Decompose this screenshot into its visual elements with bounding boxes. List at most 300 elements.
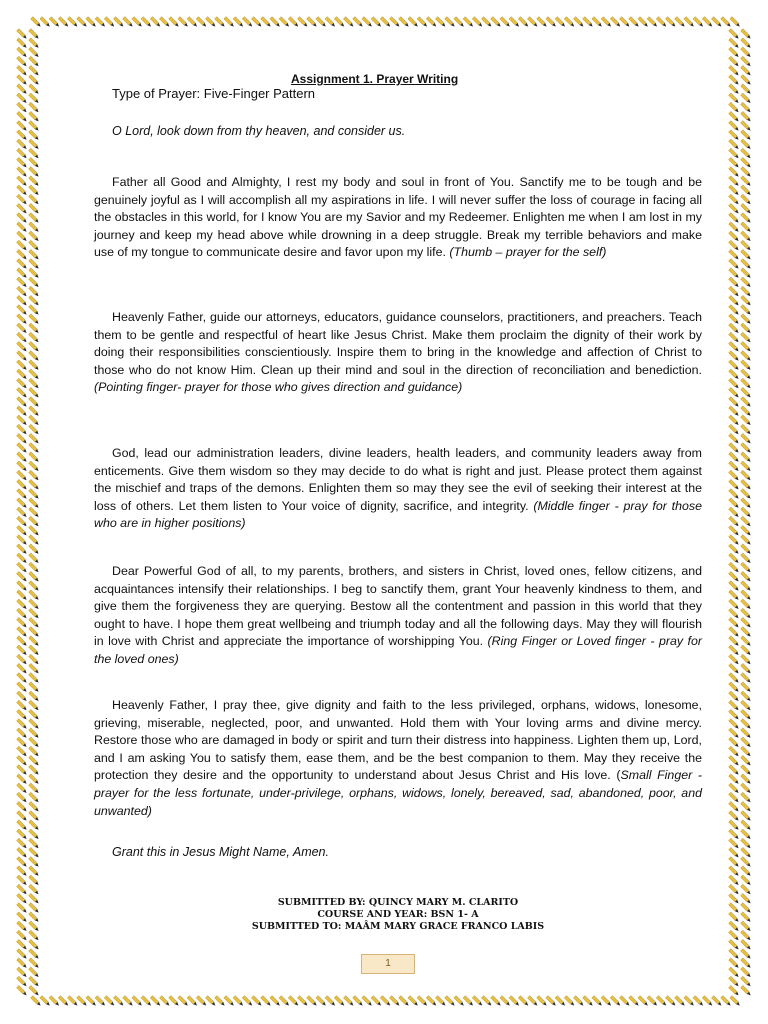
pencil-icon — [741, 645, 752, 656]
pencil-icon — [592, 17, 603, 28]
pencil-icon — [729, 930, 740, 941]
pencil-icon — [29, 406, 40, 417]
pencil-icon — [741, 719, 752, 730]
pencil-icon — [610, 17, 621, 28]
pencil-icon — [729, 774, 740, 785]
pencil-icon — [729, 903, 740, 914]
pencil-icon — [17, 369, 28, 380]
pencil-icon — [17, 930, 28, 941]
pencil-icon — [741, 765, 752, 776]
pencil-icon — [17, 645, 28, 656]
pencil-icon — [17, 231, 28, 242]
pencil-icon — [729, 617, 740, 628]
pencil-icon — [29, 415, 40, 426]
pencil-icon — [741, 627, 752, 638]
pencil-icon — [29, 719, 40, 730]
pencil-icon — [29, 571, 40, 582]
pencil-icon — [729, 893, 740, 904]
pencil-icon — [702, 17, 713, 28]
pencil-icon — [555, 996, 566, 1007]
pencil-icon — [729, 912, 740, 923]
pencil-icon — [29, 507, 40, 518]
pencil-icon — [729, 507, 740, 518]
pencil-icon — [17, 93, 28, 104]
pencil-icon — [29, 38, 40, 49]
pencil-icon — [29, 801, 40, 812]
pencil-icon — [17, 84, 28, 95]
pencil-icon — [17, 111, 28, 122]
paragraph-small — [94, 697, 702, 820]
pencil-icon — [601, 996, 612, 1007]
pencil-icon — [729, 737, 740, 748]
pencil-icon — [77, 17, 88, 28]
pencil-icon — [17, 213, 28, 224]
pencil-icon — [17, 351, 28, 362]
pencil-icon — [729, 654, 740, 665]
pencil-icon — [17, 617, 28, 628]
pencil-icon — [729, 277, 740, 288]
pencil-icon — [29, 277, 40, 288]
pencil-icon — [17, 406, 28, 417]
pencil-icon — [17, 967, 28, 978]
pencil-icon — [29, 608, 40, 619]
pencil-icon — [17, 737, 28, 748]
pencil-icon — [729, 939, 740, 950]
pencil-icon — [334, 17, 345, 28]
pencil-icon — [729, 84, 740, 95]
pencil-icon — [741, 84, 752, 95]
pencil-icon — [741, 746, 752, 757]
pencil-icon — [741, 222, 752, 233]
pencil-icon — [307, 996, 318, 1007]
pencil-icon — [741, 903, 752, 914]
pencil-icon — [729, 645, 740, 656]
pencil-icon — [29, 323, 40, 334]
pencil-icon — [741, 709, 752, 720]
pencil-icon — [17, 259, 28, 270]
pencil-icon — [150, 996, 161, 1007]
pencil-icon — [702, 996, 713, 1007]
pencil-icon — [741, 194, 752, 205]
pencil-icon — [17, 535, 28, 546]
pencil-icon — [29, 305, 40, 316]
pencil-icon — [141, 17, 152, 28]
pencil-icon — [619, 996, 630, 1007]
pencil-icon — [77, 996, 88, 1007]
pencil-icon — [729, 213, 740, 224]
pencil-icon — [610, 996, 621, 1007]
pencil-icon — [741, 314, 752, 325]
pencil-icon — [729, 498, 740, 509]
pencil-icon — [29, 102, 40, 113]
pencil-icon — [29, 682, 40, 693]
pencil-icon — [343, 17, 354, 28]
pencil-icon — [741, 121, 752, 132]
pencil-icon — [40, 996, 51, 1007]
pencil-icon — [17, 857, 28, 868]
pencil-icon — [656, 996, 667, 1007]
pencil-icon — [29, 249, 40, 260]
pencil-icon — [741, 323, 752, 334]
pencil-icon — [17, 148, 28, 159]
pencil-icon — [741, 231, 752, 242]
pencil-icon — [491, 17, 502, 28]
pencil-icon — [29, 470, 40, 481]
pencil-icon — [729, 369, 740, 380]
pencil-icon — [261, 17, 272, 28]
pencil-icon — [564, 17, 575, 28]
pencil-icon — [17, 921, 28, 932]
pencil-icon — [86, 996, 97, 1007]
pencil-icon — [17, 663, 28, 674]
pencil-icon — [29, 130, 40, 141]
pencil-icon — [29, 985, 40, 996]
pencil-icon — [113, 996, 124, 1007]
paragraph-pointing — [94, 309, 702, 397]
pencil-icon — [741, 949, 752, 960]
pencil-icon — [741, 378, 752, 389]
pencil-icon — [741, 203, 752, 214]
pencil-icon — [500, 17, 511, 28]
pencil-icon — [741, 838, 752, 849]
pencil-icon — [261, 996, 272, 1007]
pencil-icon — [729, 765, 740, 776]
pencil-icon — [17, 866, 28, 877]
pencil-icon — [17, 912, 28, 923]
pencil-icon — [741, 525, 752, 536]
pencil-icon — [527, 996, 538, 1007]
pencil-icon — [17, 222, 28, 233]
prayer-type: Type of Prayer: Five-Finger Pattern — [112, 86, 316, 101]
pencil-icon — [741, 857, 752, 868]
pencil-icon — [29, 829, 40, 840]
pencil-icon — [150, 17, 161, 28]
pencil-icon — [29, 590, 40, 601]
pencil-icon — [17, 323, 28, 334]
paragraph-note: Small Finger - prayer for the less fortunate, under-privilege, orphans, widows, lonely, bereaved, sad, abandoned, poor, and unwanted) — [94, 768, 702, 818]
pencil-icon — [141, 996, 152, 1007]
pencil-icon — [29, 847, 40, 858]
pencil-icon — [741, 811, 752, 822]
pencil-icon — [741, 774, 752, 785]
pencil-icon — [29, 857, 40, 868]
pencil-icon — [17, 277, 28, 288]
pencil-icon — [17, 65, 28, 76]
pencil-icon — [741, 461, 752, 472]
pencil-icon — [29, 286, 40, 297]
pencil-icon — [29, 29, 40, 40]
pencil-icon — [29, 617, 40, 628]
pencil-icon — [729, 811, 740, 822]
pencil-icon — [353, 17, 364, 28]
pencil-icon — [729, 719, 740, 730]
pencil-icon — [353, 996, 364, 1007]
pencil-icon — [741, 213, 752, 224]
pencil-icon — [592, 996, 603, 1007]
pencil-icon — [711, 17, 722, 28]
pencil-icon — [741, 102, 752, 113]
pencil-icon — [741, 406, 752, 417]
pencil-icon — [741, 360, 752, 371]
pencil-icon — [741, 424, 752, 435]
paragraph-thumb — [94, 174, 702, 262]
pencil-icon — [316, 996, 327, 1007]
submitted-by: SUBMITTED BY: QUINCY MARY M. CLARITO — [277, 897, 519, 908]
pencil-icon — [729, 93, 740, 104]
pencil-icon — [537, 996, 548, 1007]
pencil-icon — [629, 17, 640, 28]
pencil-icon — [684, 996, 695, 1007]
pencil-icon — [86, 17, 97, 28]
pencil-icon — [29, 93, 40, 104]
pencil-icon — [729, 866, 740, 877]
pencil-icon — [741, 590, 752, 601]
pencil-icon — [29, 75, 40, 86]
pencil-icon — [297, 996, 308, 1007]
pencil-icon — [729, 222, 740, 233]
pencil-icon — [224, 17, 235, 28]
pencil-icon — [675, 17, 686, 28]
pencil-icon — [741, 939, 752, 950]
pencil-icon — [741, 452, 752, 463]
pencil-icon — [270, 17, 281, 28]
pencil-icon — [729, 203, 740, 214]
pencil-icon — [729, 875, 740, 886]
pencil-icon — [29, 912, 40, 923]
pencil-icon — [619, 17, 630, 28]
pencil-icon — [741, 682, 752, 693]
pencil-icon — [741, 663, 752, 674]
course-year: COURSE AND YEAR: BSN 1- A — [317, 909, 479, 920]
pencil-icon — [564, 996, 575, 1007]
pencil-icon — [741, 893, 752, 904]
pencil-icon — [17, 949, 28, 960]
pencil-icon — [17, 553, 28, 564]
pencil-icon — [29, 884, 40, 895]
pencil-icon — [693, 17, 704, 28]
pencil-icon — [29, 562, 40, 573]
pencil-icon — [29, 387, 40, 398]
pencil-icon — [741, 829, 752, 840]
pencil-icon — [215, 17, 226, 28]
pencil-icon — [729, 728, 740, 739]
pencil-icon — [17, 562, 28, 573]
pencil-icon — [721, 996, 732, 1007]
pencil-icon — [729, 599, 740, 610]
pencil-icon — [29, 691, 40, 702]
pencil-icon — [123, 996, 134, 1007]
pencil-icon — [17, 38, 28, 49]
pencil-icon — [741, 498, 752, 509]
pencil-icon — [729, 470, 740, 481]
pencil-icon — [741, 167, 752, 178]
pencil-icon — [17, 599, 28, 610]
pencil-icon — [29, 958, 40, 969]
pencil-icon — [729, 967, 740, 978]
pencil-icon — [29, 139, 40, 150]
pencil-icon — [729, 562, 740, 573]
pencil-icon — [729, 553, 740, 564]
pencil-icon — [17, 121, 28, 132]
pencil-icon — [29, 976, 40, 987]
pencil-icon — [29, 65, 40, 76]
pencil-icon — [17, 47, 28, 58]
pencil-icon — [104, 17, 115, 28]
pencil-icon — [29, 231, 40, 242]
pencil-icon — [17, 544, 28, 555]
pencil-icon — [741, 912, 752, 923]
pencil-icon — [380, 17, 391, 28]
pencil-icon — [17, 286, 28, 297]
pencil-icon — [233, 996, 244, 1007]
pencil-icon — [325, 996, 336, 1007]
pencil-icon — [729, 415, 740, 426]
pencil-icon — [17, 875, 28, 886]
pencil-icon — [729, 673, 740, 684]
pencil-icon — [242, 17, 253, 28]
pencil-icon — [656, 17, 667, 28]
paragraph-note: (Pointing finger- prayer for those who gives direction and guidance) — [94, 380, 463, 395]
pencil-icon — [17, 847, 28, 858]
pencil-icon — [49, 17, 60, 28]
pencil-icon — [169, 17, 180, 28]
pencil-icon — [741, 351, 752, 362]
pencil-icon — [17, 792, 28, 803]
paragraph-note: (Ring Finger or Loved finger - pray for the loved ones) — [94, 634, 702, 666]
pencil-icon — [601, 17, 612, 28]
pencil-icon — [49, 996, 60, 1007]
pencil-icon — [17, 415, 28, 426]
pencil-icon — [58, 996, 69, 1007]
pencil-icon — [729, 286, 740, 297]
pencil-icon — [729, 755, 740, 766]
pencil-icon — [17, 305, 28, 316]
pencil-icon — [389, 996, 400, 1007]
pencil-icon — [17, 682, 28, 693]
pencil-icon — [29, 866, 40, 877]
pencil-icon — [729, 295, 740, 306]
pencil-icon — [29, 332, 40, 343]
pencil-icon — [729, 259, 740, 270]
paragraph-note: (Middle finger - pray for those who are in higher positions) — [94, 498, 702, 531]
paragraph-body: Dear Powerful God of all, to my parents, brothers, and sisters in Christ, loved ones, fellow citizens, and acquaintances intensify their relationships. I beg to sanctify them, grant Your heavenly kindness to them, and give them the forgiveness they are querying. Bestow all the contentment and passion in this world that they ought to have. I hope them great wellbeing and triumph today and all the following days. May they will flourish in love with Christ and appreciate the importance of worshipping You. — [94, 564, 702, 649]
pencil-icon — [729, 176, 740, 187]
pencil-icon — [729, 820, 740, 831]
pencil-icon — [29, 111, 40, 122]
pencil-icon — [17, 893, 28, 904]
pencil-icon — [29, 84, 40, 95]
pencil-icon — [741, 617, 752, 628]
pencil-icon — [741, 866, 752, 877]
pencil-icon — [741, 332, 752, 343]
pencil-icon — [17, 360, 28, 371]
pencil-icon — [29, 663, 40, 674]
pencil-icon — [380, 996, 391, 1007]
pencil-icon — [29, 157, 40, 168]
pencil-icon — [29, 581, 40, 592]
pencil-icon — [17, 811, 28, 822]
pencil-icon — [196, 17, 207, 28]
pencil-icon — [29, 728, 40, 739]
pencil-icon — [741, 608, 752, 619]
paragraph-note: (Thumb – prayer for the self) — [449, 245, 607, 260]
pencil-icon — [29, 240, 40, 251]
pencil-icon — [729, 516, 740, 527]
pencil-icon — [729, 314, 740, 325]
pencil-icon — [729, 231, 740, 242]
pencil-icon — [334, 996, 345, 1007]
pencil-icon — [426, 17, 437, 28]
pencil-icon — [729, 581, 740, 592]
pencil-icon — [17, 489, 28, 500]
pencil-icon — [104, 996, 115, 1007]
pencil-icon — [371, 996, 382, 1007]
pencil-icon — [555, 17, 566, 28]
pencil-icon — [518, 996, 529, 1007]
pencil-icon — [729, 56, 740, 67]
pencil-icon — [729, 111, 740, 122]
pencil-icon — [17, 636, 28, 647]
pencil-icon — [583, 996, 594, 1007]
pencil-icon — [17, 479, 28, 490]
pencil-icon — [729, 792, 740, 803]
pencil-icon — [741, 259, 752, 270]
pencil-icon — [17, 295, 28, 306]
pencil-icon — [741, 921, 752, 932]
pencil-icon — [29, 259, 40, 270]
pencil-icon — [178, 996, 189, 1007]
pencil-icon — [729, 130, 740, 141]
pencil-icon — [17, 673, 28, 684]
pencil-icon — [29, 903, 40, 914]
pencil-icon — [741, 369, 752, 380]
pencil-icon — [741, 470, 752, 481]
paragraph-body: God, lead our administration leaders, divine leaders, health leaders, and community leaders away from enticements. Give them wisdom so they may decide to do what is right and just. Please protect them against the mischief and traps of the demons. Enlighten them so may they see the evil of seeking their interest at the loss of others. Let them listen to Your voice of dignity, sacrifice, and integrity. — [94, 446, 702, 513]
pencil-icon — [187, 17, 198, 28]
pencil-icon — [741, 185, 752, 196]
pencil-icon — [729, 608, 740, 619]
pencil-icon — [408, 996, 419, 1007]
pencil-icon — [500, 996, 511, 1007]
pencil-icon — [288, 996, 299, 1007]
pencil-icon — [741, 967, 752, 978]
pencil-icon — [721, 17, 732, 28]
pencil-icon — [242, 996, 253, 1007]
pencil-icon — [741, 139, 752, 150]
pencil-icon — [270, 996, 281, 1007]
pencil-icon — [17, 176, 28, 187]
pencil-icon — [741, 286, 752, 297]
paragraph-body: Father all Good and Almighty, I rest my body and soul in front of You. Sanctify me to be tough and be genuinely joyful as I will accomplish all my aspirations in life. I will never suffer the loss of courage in facing all the obstacles in this world, for I know You are my Savior and my Redeemer. Enlighten me when I am lost in my journey and keep my head above while drowning in a deep struggle. Break my terrible behaviors and make use of my tongue to communicate desire and favor upon my life. — [94, 175, 702, 260]
pencil-icon — [729, 838, 740, 849]
pencil-icon — [178, 17, 189, 28]
pencil-icon — [629, 996, 640, 1007]
pencil-icon — [29, 461, 40, 472]
pencil-icon — [17, 378, 28, 389]
pencil-icon — [17, 654, 28, 665]
pencil-icon — [29, 645, 40, 656]
pencil-icon — [215, 996, 226, 1007]
opening-line: O Lord, look down from thy heaven, and consider us. — [112, 124, 406, 138]
pencil-icon — [417, 17, 428, 28]
pencil-icon — [741, 415, 752, 426]
pencil-icon — [251, 17, 262, 28]
pencil-icon — [29, 673, 40, 684]
pencil-icon — [741, 516, 752, 527]
pencil-icon — [29, 268, 40, 279]
pencil-icon — [17, 903, 28, 914]
pencil-icon — [17, 461, 28, 472]
